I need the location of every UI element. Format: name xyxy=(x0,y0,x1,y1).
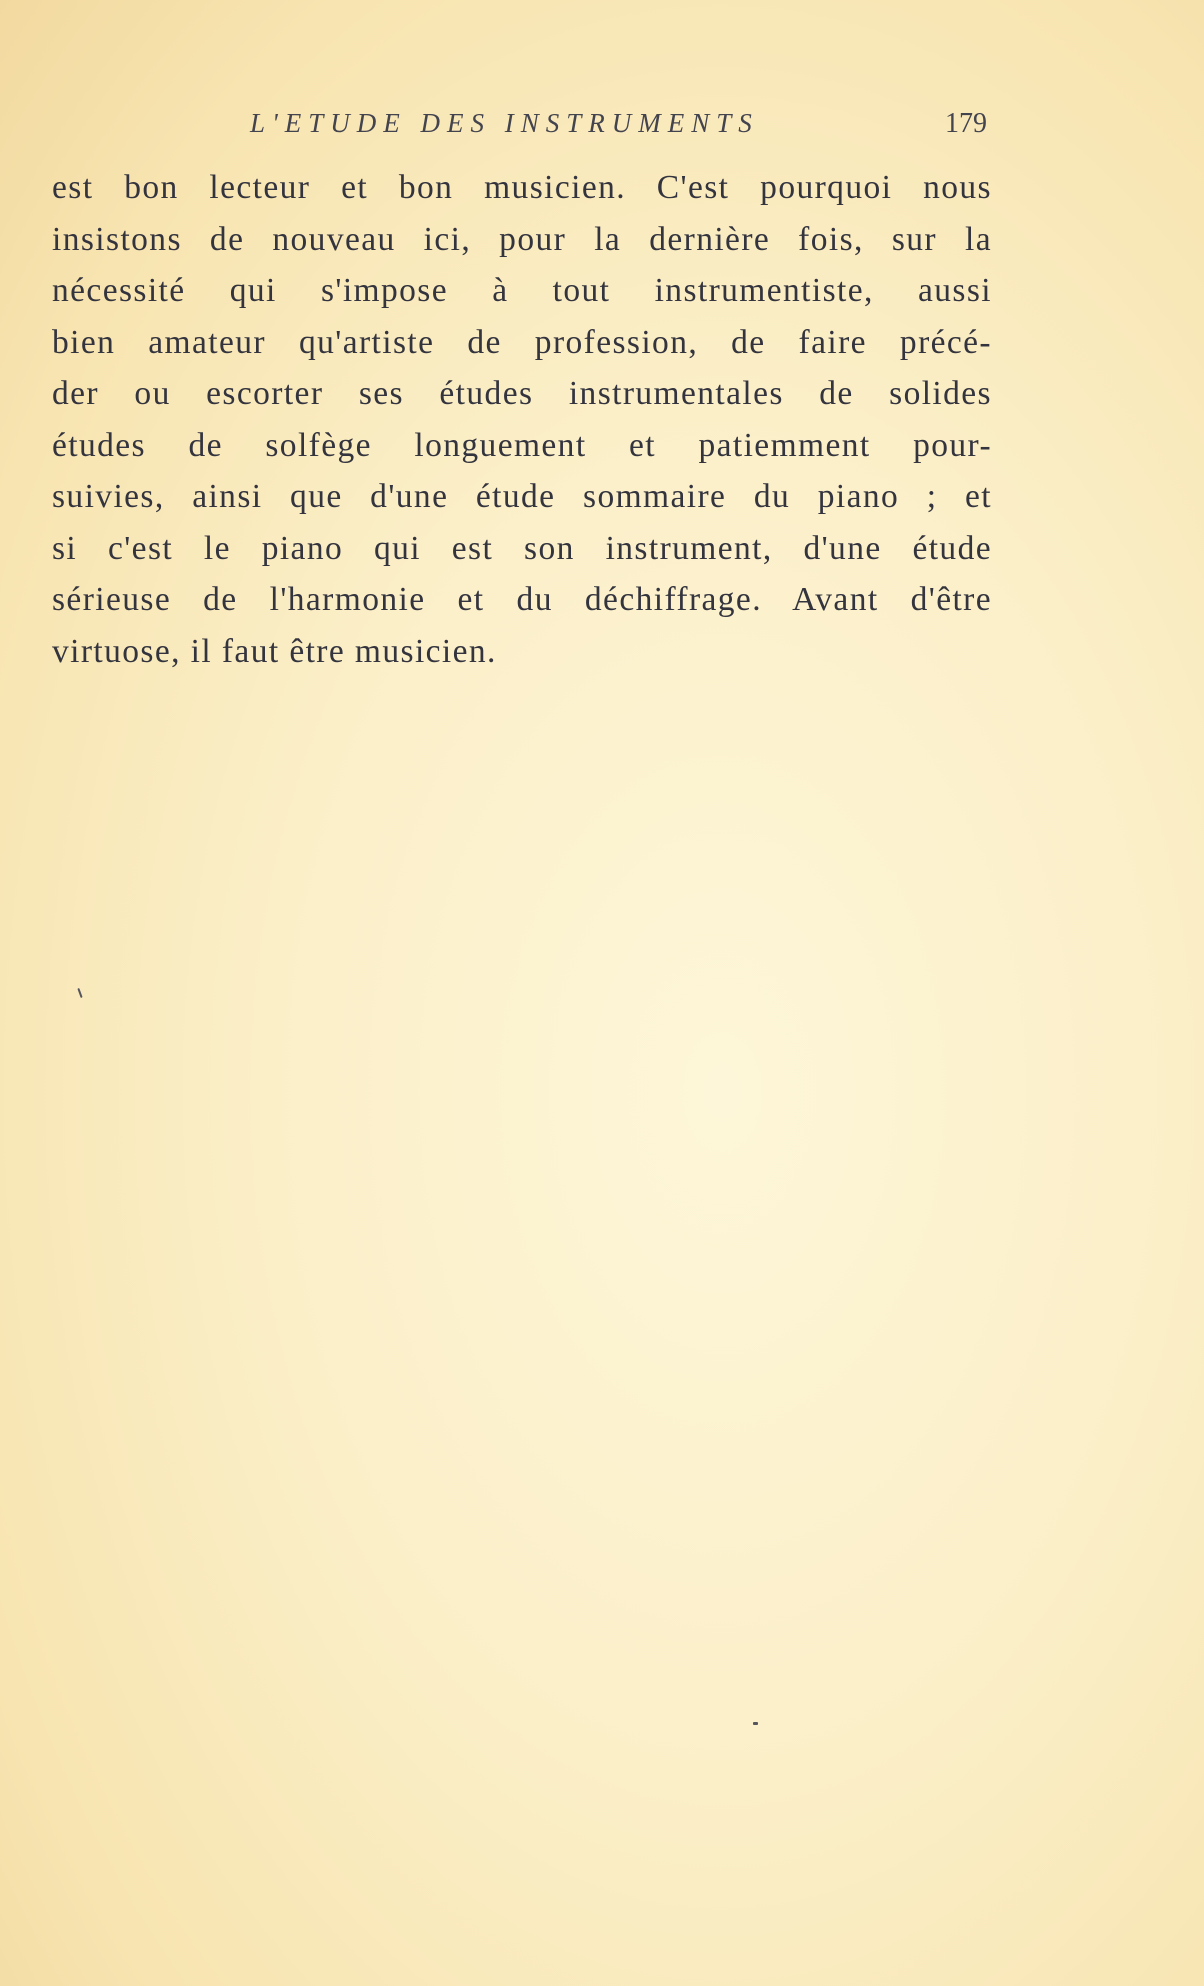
paper-speck xyxy=(77,988,82,998)
text-line: est bon lecteur et bon musicien. C'est pourquoi nous xyxy=(52,169,992,206)
paper-speck xyxy=(753,1722,758,1725)
body-paragraph xyxy=(52,162,992,677)
text-line: bien amateur qu'artiste de profession, de faire précé- xyxy=(52,323,992,361)
text-line: suivies, ainsi que d'une étude sommaire du piano ; et xyxy=(52,478,992,515)
running-head: L'ETUDE DES INSTRUMENTS xyxy=(250,108,759,138)
text-line: nécessité qui s'impose à tout instrumentiste, aussi xyxy=(52,272,992,309)
page-number: 179 xyxy=(945,108,987,139)
text-line: der ou escorter ses études instrumentales de solides xyxy=(52,375,992,412)
text-line: virtuose, il faut être musicien. xyxy=(52,632,497,670)
text-line: si c'est le piano qui est son instrument, d'une étude xyxy=(52,529,992,567)
text-line: sérieuse de l'harmonie et du déchiffrage. Avant d'être xyxy=(52,581,992,618)
text-line: insistons de nouveau ici, pour la dernière fois, sur la xyxy=(52,220,992,258)
text-line: études de solfège longuement et patiemment pour- xyxy=(52,426,992,464)
